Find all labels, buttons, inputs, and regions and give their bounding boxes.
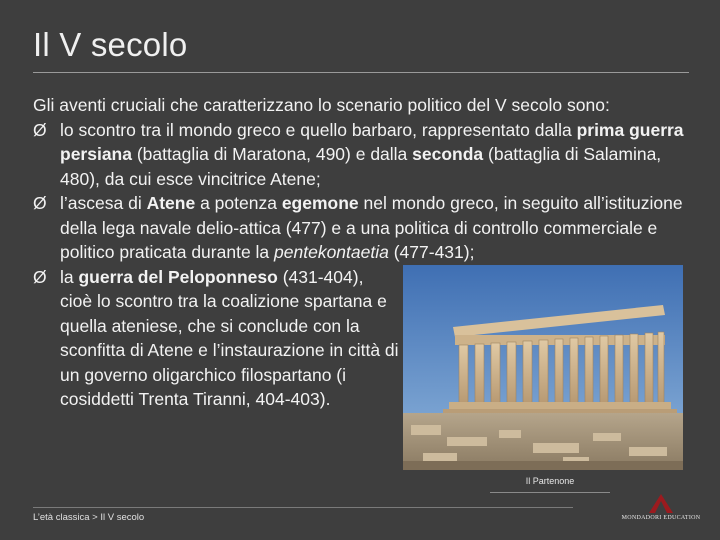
bullet-bold-term: Atene bbox=[146, 193, 196, 213]
bullet-item-persian-wars bbox=[33, 118, 703, 192]
bullet-bold-term: seconda bbox=[412, 144, 484, 164]
image-caption: Il Partenone bbox=[525, 476, 575, 486]
bullet-text bbox=[60, 118, 703, 192]
bullet-text-part: lo scontro tra il mondo greco e quello barbaro, rappresentato dalla bbox=[60, 119, 577, 140]
bullet-item-athens-rise bbox=[33, 191, 703, 265]
bullet-bold-term: prima guerra persiana bbox=[60, 119, 684, 164]
bullet-text-part: (battaglia di Salamina, 480), da cui esce vincitrice Atene; bbox=[60, 144, 662, 189]
intro-text: Gli aventi cruciali che caratterizzano lo scenario politico del V secolo sono: bbox=[33, 95, 610, 115]
bullet-bold-term: egemone bbox=[281, 193, 359, 213]
caption-divider bbox=[490, 492, 610, 493]
bullet-italic-term: pentekontaetia bbox=[274, 242, 389, 262]
publisher-logo bbox=[618, 493, 704, 523]
bullet-text-part: nel mondo greco, in seguito all’istituzione della lega navale delio-attica (477) e a una politica di controllo commerciale e politico praticata durante la bbox=[60, 193, 683, 262]
arrow-bullet-icon: Ø bbox=[33, 193, 47, 213]
bullet-text-part: a potenza bbox=[195, 193, 282, 213]
bullet-text bbox=[60, 191, 703, 265]
bullet-bold-term: guerra del Peloponneso bbox=[78, 266, 278, 287]
bullet-text-part: la bbox=[60, 266, 79, 287]
parthenon-photo bbox=[403, 265, 683, 470]
bullet-text-part: l’ascesa di bbox=[60, 193, 147, 213]
bullet-text bbox=[60, 265, 400, 412]
mondadori-logo-icon bbox=[618, 493, 704, 515]
bullet-text-part: (431-404), cioè lo scontro tra la coalizione spartana e quella ateniese, che si conclude con la sconfitta di Atene e l’instaurazione in città di un governo oligarchico filospartano (i cosiddetti Trenta Tiranni, 404-403). bbox=[60, 266, 399, 409]
bullet-text-part: (477-431); bbox=[388, 242, 475, 262]
footer-breadcrumb: L’età classica > Il V secolo bbox=[33, 512, 145, 523]
arrow-bullet-icon: Ø bbox=[33, 266, 47, 287]
logo-text: MONDADORI EDUCATION bbox=[621, 515, 701, 521]
slide-title: Il V secolo bbox=[33, 26, 188, 63]
bullet-text-part: (battaglia di Maratona, 490) e dalla bbox=[131, 144, 413, 164]
footer-divider bbox=[33, 507, 573, 508]
title-divider bbox=[33, 72, 689, 73]
arrow-bullet-icon: Ø bbox=[33, 119, 47, 140]
